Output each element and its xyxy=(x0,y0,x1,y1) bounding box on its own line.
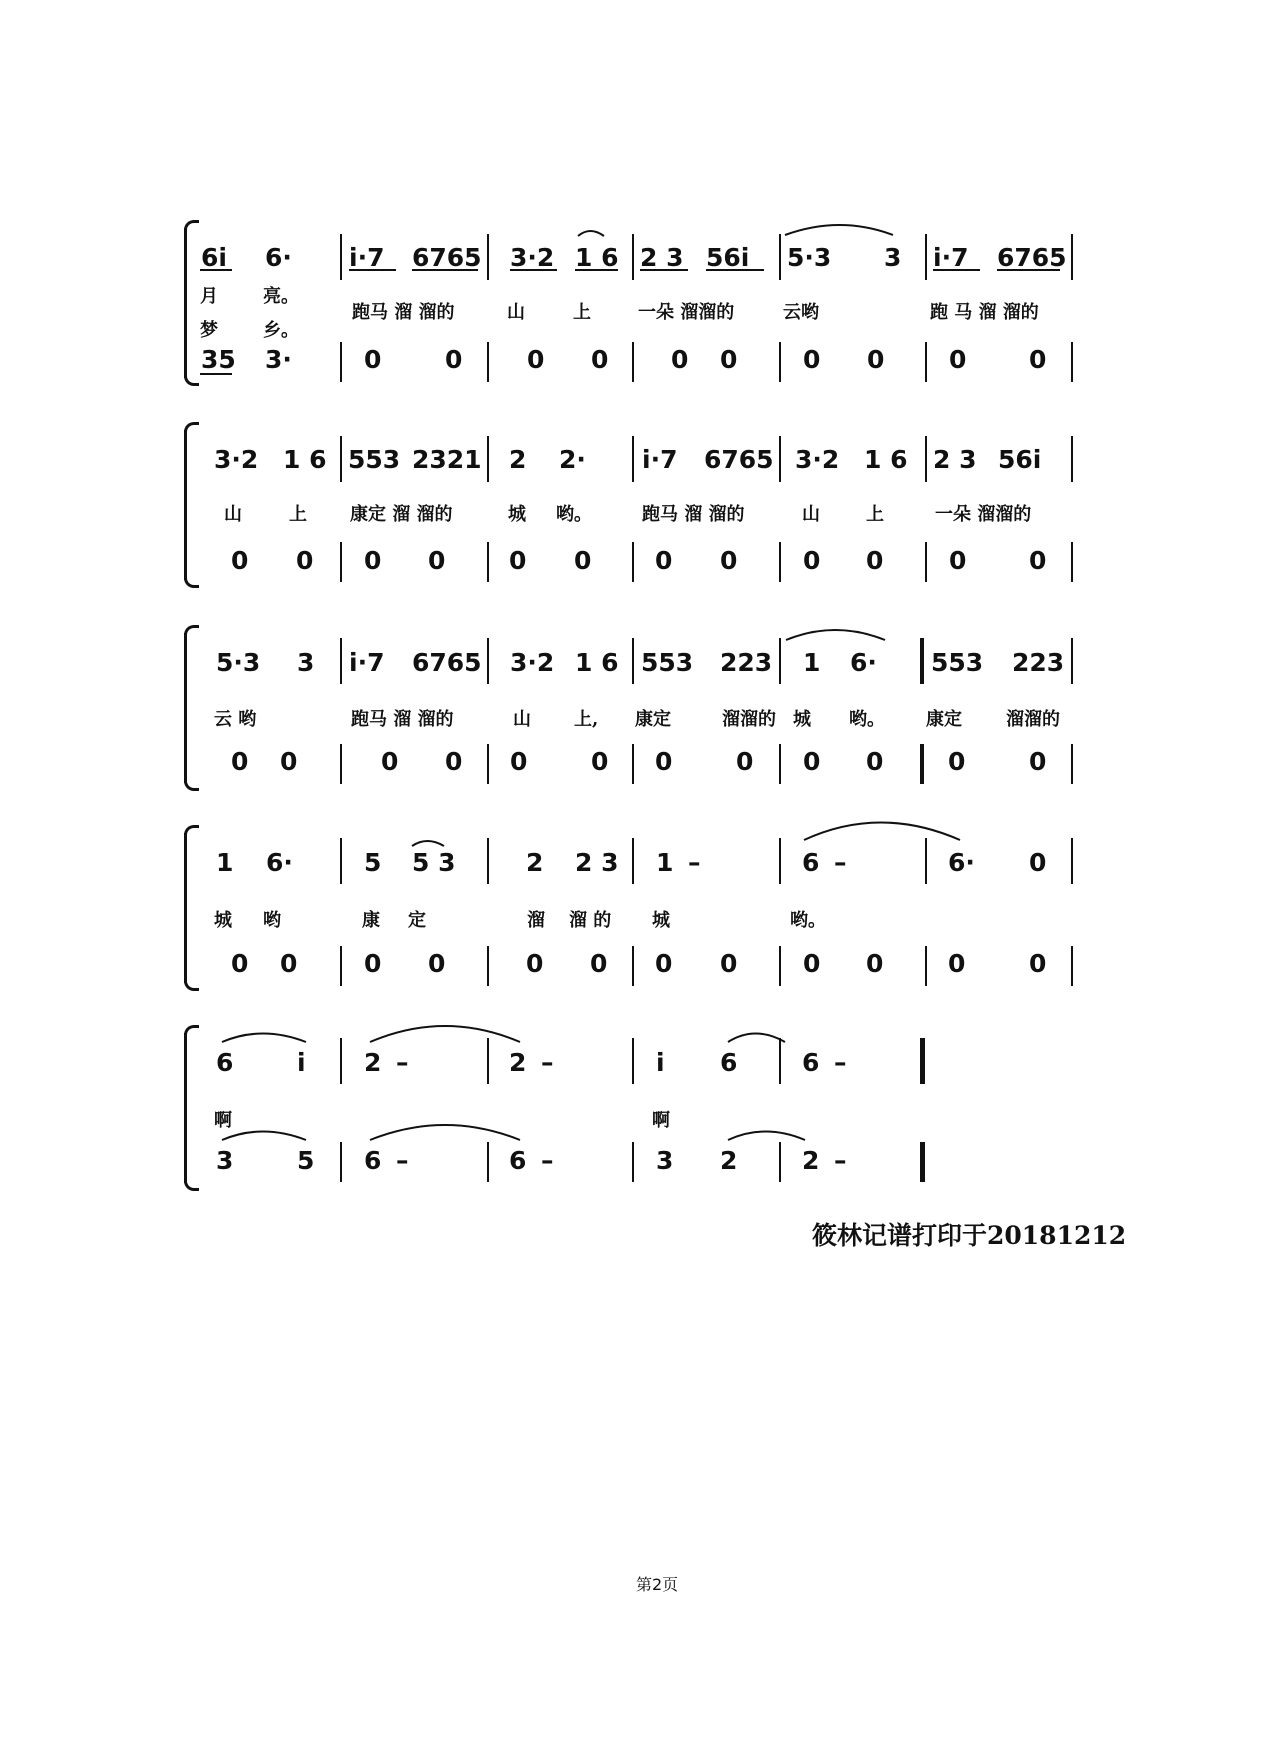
note: 5·3 xyxy=(216,648,261,677)
note: 3·2 xyxy=(214,445,259,474)
barline xyxy=(925,838,927,884)
dash: – xyxy=(396,1146,409,1175)
lyric: 城 xyxy=(508,504,526,525)
note: i̇·7 xyxy=(349,648,385,677)
slur xyxy=(728,1132,805,1141)
barline xyxy=(632,838,634,884)
rest: 0 xyxy=(720,949,738,978)
note: 3 xyxy=(297,648,315,677)
system-5-bracket xyxy=(184,1033,199,1183)
barline xyxy=(1071,542,1073,582)
note: 6765 xyxy=(412,243,482,272)
note: 6765 xyxy=(704,445,774,474)
slur xyxy=(786,630,885,640)
lyric: 溜溜的 xyxy=(722,709,776,730)
lyric: 康定 溜 溜的 xyxy=(350,504,453,525)
lyric: 城 xyxy=(793,709,811,730)
lyric: 山 xyxy=(224,504,242,525)
lyric: 溜溜的 xyxy=(1006,709,1060,730)
rest: 0 xyxy=(803,949,821,978)
note: 6 xyxy=(802,848,820,877)
rest: 0 xyxy=(428,546,446,575)
rest: 0 xyxy=(655,949,673,978)
note: 3·2 xyxy=(510,648,555,677)
barline xyxy=(925,342,927,382)
barline xyxy=(487,744,489,784)
note: 1 xyxy=(803,648,821,677)
lyric: 康 xyxy=(362,910,380,931)
barline xyxy=(925,946,927,986)
barline xyxy=(487,946,489,986)
lyric: 跑马 溜 溜的 xyxy=(642,504,745,525)
rest: 0 xyxy=(1029,747,1047,776)
note: 56i̇ xyxy=(706,243,750,272)
barline xyxy=(487,436,489,482)
lyric: 上 xyxy=(573,302,591,323)
dash: – xyxy=(396,1048,409,1077)
barline xyxy=(487,838,489,884)
barline xyxy=(632,1142,634,1182)
barline xyxy=(340,1142,342,1182)
lyric: 啊 xyxy=(652,1110,670,1131)
barline xyxy=(779,436,781,482)
barline xyxy=(632,1038,634,1084)
lyric: 跑 马 溜 溜的 xyxy=(930,302,1039,323)
dash: – xyxy=(541,1146,554,1175)
note: 2 xyxy=(802,1146,820,1175)
final-barline xyxy=(920,1142,925,1182)
note: 553 xyxy=(641,648,694,677)
lyric: 定 xyxy=(408,910,426,931)
rest: 0 xyxy=(591,345,609,374)
note: 2 3 xyxy=(575,848,619,877)
lyric: 上 xyxy=(289,504,307,525)
note: i̇ xyxy=(656,1048,665,1077)
barline xyxy=(340,1038,342,1084)
lyric: 山 xyxy=(802,504,820,525)
barline xyxy=(779,1038,781,1084)
note: 2· xyxy=(559,445,586,474)
lyric: 云哟 xyxy=(783,302,819,323)
note: 2 xyxy=(720,1146,738,1175)
note: 6765 xyxy=(997,243,1067,272)
repeat-barline xyxy=(920,744,924,784)
rest: 0 xyxy=(509,546,527,575)
lyric: 梦 xyxy=(200,320,218,341)
slur xyxy=(578,231,604,236)
rest: 0 xyxy=(803,747,821,776)
note: 2 xyxy=(364,1048,382,1077)
barline xyxy=(632,342,634,382)
note: 1 6 xyxy=(283,445,327,474)
lyric: 城 xyxy=(214,910,232,931)
lyric: 山 xyxy=(513,709,531,730)
system-2-bracket xyxy=(184,430,199,580)
barline xyxy=(632,436,634,482)
barline xyxy=(632,542,634,582)
lyric: 一朵 溜溜的 xyxy=(638,302,735,323)
note: 6· xyxy=(948,848,975,877)
lyric: 上, xyxy=(574,709,599,730)
barline xyxy=(779,234,781,280)
lyric: 啊 xyxy=(214,1110,232,1131)
barline xyxy=(779,838,781,884)
note: 1 6 xyxy=(575,648,619,677)
system-4-bracket xyxy=(184,833,199,983)
note: 2321 xyxy=(412,445,482,474)
rest: 0 xyxy=(231,546,249,575)
note: 223 xyxy=(720,648,773,677)
repeat-barline xyxy=(920,638,924,684)
lyric: 山 xyxy=(507,302,525,323)
rest: 0 xyxy=(280,747,298,776)
lyric: 溜 xyxy=(527,910,545,931)
slur xyxy=(222,1132,306,1141)
note: 2 xyxy=(509,445,527,474)
barline xyxy=(1071,234,1073,280)
lyric: 哟。 xyxy=(556,504,592,525)
note: 6765 xyxy=(412,648,482,677)
slur xyxy=(370,1125,520,1140)
note: 0 xyxy=(1029,848,1047,877)
note: 6· xyxy=(265,243,292,272)
system-1-bracket xyxy=(184,228,199,378)
note: 223 xyxy=(1012,648,1065,677)
rest: 0 xyxy=(445,345,463,374)
barline xyxy=(340,436,342,482)
barline xyxy=(487,542,489,582)
rest: 0 xyxy=(949,546,967,575)
note: 5 xyxy=(364,848,382,877)
rest: 0 xyxy=(428,949,446,978)
page-number: 第2页 xyxy=(636,1575,679,1594)
dash: – xyxy=(834,1048,847,1077)
barline xyxy=(632,946,634,986)
lyric: 哟。 xyxy=(849,709,885,730)
barline xyxy=(1071,342,1073,382)
note: 3 xyxy=(656,1146,674,1175)
barline xyxy=(340,946,342,986)
barline xyxy=(779,542,781,582)
note: 6 xyxy=(364,1146,382,1175)
slur xyxy=(222,1034,306,1043)
barline xyxy=(1071,638,1073,684)
rest: 0 xyxy=(445,747,463,776)
rest: 0 xyxy=(1029,546,1047,575)
note: 1 6 xyxy=(575,243,619,272)
rest: 0 xyxy=(296,546,314,575)
note: 3 xyxy=(884,243,902,272)
rest: 0 xyxy=(381,747,399,776)
rest: 0 xyxy=(364,546,382,575)
rest: 0 xyxy=(590,949,608,978)
note: 5·3 xyxy=(787,243,832,272)
note: 553 xyxy=(931,648,984,677)
rest: 0 xyxy=(736,747,754,776)
barline xyxy=(487,342,489,382)
rest: 0 xyxy=(720,345,738,374)
lyric: 溜 的 xyxy=(569,910,612,931)
note: i̇ xyxy=(297,1048,306,1077)
note: 6 xyxy=(509,1146,527,1175)
note: 3· xyxy=(265,345,292,374)
note: 6 xyxy=(802,1048,820,1077)
final-barline xyxy=(920,1038,925,1084)
rest: 0 xyxy=(574,546,592,575)
note: 6· xyxy=(850,648,877,677)
barline xyxy=(632,234,634,280)
rest: 0 xyxy=(1029,345,1047,374)
system-3-bracket xyxy=(184,633,199,783)
rest: 0 xyxy=(866,949,884,978)
note: 1 xyxy=(216,848,234,877)
transcriber-credit: 筱林记谱打印于20181212 xyxy=(812,1221,1127,1250)
barline xyxy=(925,234,927,280)
note: i̇·7 xyxy=(933,243,969,272)
note: 56i̇ xyxy=(998,445,1042,474)
rest: 0 xyxy=(866,546,884,575)
note: 553 xyxy=(348,445,401,474)
rest: 0 xyxy=(526,949,544,978)
rest: 0 xyxy=(1029,949,1047,978)
barline xyxy=(632,638,634,684)
barline xyxy=(779,1142,781,1182)
lyric: 一朵 溜溜的 xyxy=(935,504,1032,525)
dash: – xyxy=(834,1146,847,1175)
note: 3·2 xyxy=(795,445,840,474)
lyric: 上 xyxy=(866,504,884,525)
barline xyxy=(340,342,342,382)
barline xyxy=(1071,838,1073,884)
rest: 0 xyxy=(803,345,821,374)
barline xyxy=(487,234,489,280)
rest: 0 xyxy=(866,747,884,776)
rest: 0 xyxy=(655,747,673,776)
lyric: 康定 xyxy=(635,709,671,730)
lyric: 亮。 xyxy=(263,286,299,307)
barline xyxy=(487,1142,489,1182)
rest: 0 xyxy=(948,949,966,978)
note: 2 xyxy=(509,1048,527,1077)
barline xyxy=(779,946,781,986)
rest: 0 xyxy=(231,949,249,978)
barline xyxy=(1071,744,1073,784)
dash: – xyxy=(834,848,847,877)
lyric: 云 哟 xyxy=(214,709,257,730)
barline xyxy=(779,638,781,684)
barline xyxy=(925,542,927,582)
barline xyxy=(340,234,342,280)
note: 5 3 xyxy=(412,848,456,877)
note: 6 xyxy=(720,1048,738,1077)
slur xyxy=(370,1026,520,1042)
lyric: 城 xyxy=(652,910,670,931)
note: 6 xyxy=(216,1048,234,1077)
lyric: 哟 xyxy=(263,910,281,931)
barline xyxy=(340,744,342,784)
barline xyxy=(1071,946,1073,986)
lyric: 月 xyxy=(200,286,218,307)
rest: 0 xyxy=(364,949,382,978)
rest: 0 xyxy=(527,345,545,374)
rest: 0 xyxy=(510,747,528,776)
barline xyxy=(487,1038,489,1084)
rest: 0 xyxy=(364,345,382,374)
barline xyxy=(340,838,342,884)
rest: 0 xyxy=(655,546,673,575)
rest: 0 xyxy=(231,747,249,776)
barline xyxy=(925,436,927,482)
barline xyxy=(779,744,781,784)
barline xyxy=(340,542,342,582)
rest: 0 xyxy=(280,949,298,978)
lyric: 跑马 溜 溜的 xyxy=(352,302,455,323)
slur xyxy=(728,1034,785,1043)
note: 35 xyxy=(201,345,236,374)
barline xyxy=(487,638,489,684)
rest: 0 xyxy=(591,747,609,776)
rest: 0 xyxy=(867,345,885,374)
note: 1 6 xyxy=(864,445,908,474)
lyric: 乡。 xyxy=(263,320,299,341)
rest: 0 xyxy=(949,345,967,374)
rest: 0 xyxy=(948,747,966,776)
note: 2 3 xyxy=(933,445,977,474)
slur xyxy=(785,225,893,235)
note: 3 xyxy=(216,1146,234,1175)
barline xyxy=(779,342,781,382)
rest: 0 xyxy=(720,546,738,575)
note: 2 3 xyxy=(640,243,684,272)
barline xyxy=(340,638,342,684)
note: 2 xyxy=(526,848,544,877)
lyric: 跑马 溜 溜的 xyxy=(351,709,454,730)
dash: – xyxy=(688,848,701,877)
dash: – xyxy=(541,1048,554,1077)
lyric: 康定 xyxy=(926,709,962,730)
lyric: 哟。 xyxy=(790,910,826,931)
note: 1 xyxy=(656,848,674,877)
barline xyxy=(1071,436,1073,482)
slur xyxy=(804,823,960,841)
note: 5 xyxy=(297,1146,315,1175)
note: i̇·7 xyxy=(642,445,678,474)
barline xyxy=(632,744,634,784)
note: 6· xyxy=(266,848,293,877)
rest: 0 xyxy=(671,345,689,374)
note: 3·2 xyxy=(510,243,555,272)
note: 6i̇ xyxy=(201,243,227,272)
note: i̇·7 xyxy=(349,243,385,272)
rest: 0 xyxy=(803,546,821,575)
